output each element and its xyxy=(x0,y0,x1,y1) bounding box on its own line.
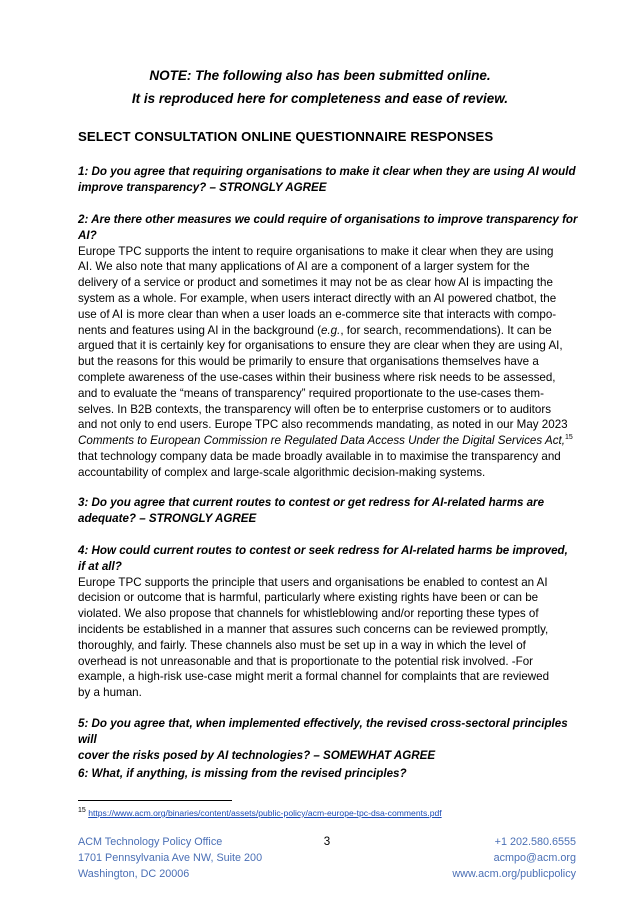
question-2-line-1: 2: Are there other measures we could require of organisations to improve transparency for xyxy=(78,213,578,226)
answer-4-line: overhead is not unreasonable and that is proportionate to the potential risk involved. -For xyxy=(78,654,534,668)
answer-2-line: argued that it is certainly key for organisations to ensure they are clear when they are using AI, xyxy=(78,339,563,353)
question-3-line-2: adequate? – STRONGLY AGREE xyxy=(78,511,257,525)
question-5-line-1: 5: Do you agree that, when implemented effectively, the revised cross-sectoral principles will xyxy=(78,717,568,746)
question-4 xyxy=(78,543,578,701)
answer-4-line: thoroughly, and fairly. These channels also must be set up in a way in which the level of xyxy=(78,638,526,652)
answer-2-line: accountability of complex and large-scale algorithmic decision-making systems. xyxy=(78,465,486,479)
question-1 xyxy=(78,164,578,196)
question-2 xyxy=(78,212,578,481)
footer-contact xyxy=(452,835,576,882)
eg-abbreviation: e.g. xyxy=(321,323,341,337)
answer-4-line: by a human. xyxy=(78,686,142,700)
answer-2-line xyxy=(78,323,578,339)
answer-2-line: delivery of a service or product and sometimes it may not be as clear how AI is impacting the xyxy=(78,276,553,290)
answer-4-line: violated. We also propose that channels for whistleblowing and/or reporting these types of xyxy=(78,607,539,621)
answer-2-line: AI. We also note that many applications of AI are a component of a larger system for the xyxy=(78,260,530,274)
answer-2-line-end: , for search, recommendations). It can be xyxy=(340,323,552,337)
question-1-line-2: improve transparency? – STRONGLY AGREE xyxy=(78,180,327,194)
answer-2-line: but the reasons for this would be primarily to ensure that organisations themselves have a xyxy=(78,355,539,369)
answer-2-line xyxy=(78,433,578,449)
citation-title: Comments to European Commission re Regulated Data Access Under the Digital Services Act, xyxy=(78,434,565,448)
section-heading: SELECT CONSULTATION ONLINE QUESTIONNAIRE RESPONSES xyxy=(78,129,494,144)
question-6-line: 6: What, if anything, is missing from the revised principles? xyxy=(78,767,407,780)
footnote-link[interactable]: https://www.acm.org/binaries/content/assets/public-policy/acm-europe-tpc-dsa-comments.pdf xyxy=(88,808,442,818)
footer-phone: +1 202.580.6555 xyxy=(494,836,576,848)
footer-org: ACM Technology Policy Office xyxy=(78,836,223,848)
question-4-line-1: 4: How could current routes to contest or seek redress for AI-related harms be improved, xyxy=(78,544,568,557)
answer-2-line: that technology company data be made broadly available in to maximise the transparency and xyxy=(78,449,561,463)
answer-2-line: complete awareness of the use-cases within their business where risk needs to be assessed, xyxy=(78,370,556,384)
question-3 xyxy=(78,495,578,527)
footer-email[interactable]: acmpo@acm.org xyxy=(493,851,576,864)
question-5 xyxy=(78,716,578,763)
question-5-line-2: cover the risks posed by AI technologies? – SOMEWHAT AGREE xyxy=(78,748,436,762)
answer-2-line: system as a whole. For example, when users interact directly with an AI powered chatbot, the xyxy=(78,291,557,305)
answer-2-line-start: nents and features using AI in the background ( xyxy=(78,323,321,337)
answer-2-line: and to evaluate the “means of transparency” required proportionate to the use-cases them- xyxy=(78,386,544,400)
question-2-line-2: AI? xyxy=(78,228,97,242)
answer-2-line: use of AI is more clear than when a user loads an e-commerce site that interacts with compo- xyxy=(78,307,557,321)
answer-2-line: selves. In B2B contexts, the transparency will often be to enterprise customers or to auditors xyxy=(78,402,552,416)
question-6 xyxy=(78,766,578,782)
footnote-number: 15 xyxy=(78,807,86,815)
question-2-answer xyxy=(78,244,578,481)
footer-street: 1701 Pennsylvania Ave NW, Suite 200 xyxy=(78,851,263,864)
answer-2-line: and not only to end users. Europe TPC also recommends mandating, as noted in our May 2023 xyxy=(78,418,568,432)
question-1-line-1: 1: Do you agree that requiring organisations to make it clear when they are using AI would xyxy=(78,165,576,178)
footnote-reference[interactable]: 15 xyxy=(564,434,573,442)
footer-website[interactable]: www.acm.org/publicpolicy xyxy=(452,867,576,880)
footer-city: Washington, DC 20006 xyxy=(78,867,190,880)
note-line-1: NOTE: The following also has been submitted online. xyxy=(149,68,491,83)
footnote xyxy=(78,808,442,818)
answer-4-line: example, a high-risk use-case might merit a formal channel for complaints that are reviewed xyxy=(78,670,550,684)
question-4-answer xyxy=(78,575,578,701)
footnote-separator xyxy=(78,800,232,801)
page-number: 3 xyxy=(323,835,331,848)
answer-2-line: Europe TPC supports the intent to require organisations to make it clear when they are using xyxy=(78,244,554,258)
question-3-line-1: 3: Do you agree that current routes to contest or get redress for AI-related harms are xyxy=(78,496,545,509)
question-4-line-2: if at all? xyxy=(78,559,122,573)
answer-4-line: incidents be established in a manner that assures such concerns can be reviewed promptly, xyxy=(78,622,549,636)
answer-4-line: Europe TPC supports the principle that users and organisations be enabled to contest an AI xyxy=(78,575,548,589)
answer-4-line: decision or outcome that is harmful, particularly where existing rights have been or can be xyxy=(78,591,539,605)
note-line-2: It is reproduced here for completeness and ease of review. xyxy=(131,91,509,106)
